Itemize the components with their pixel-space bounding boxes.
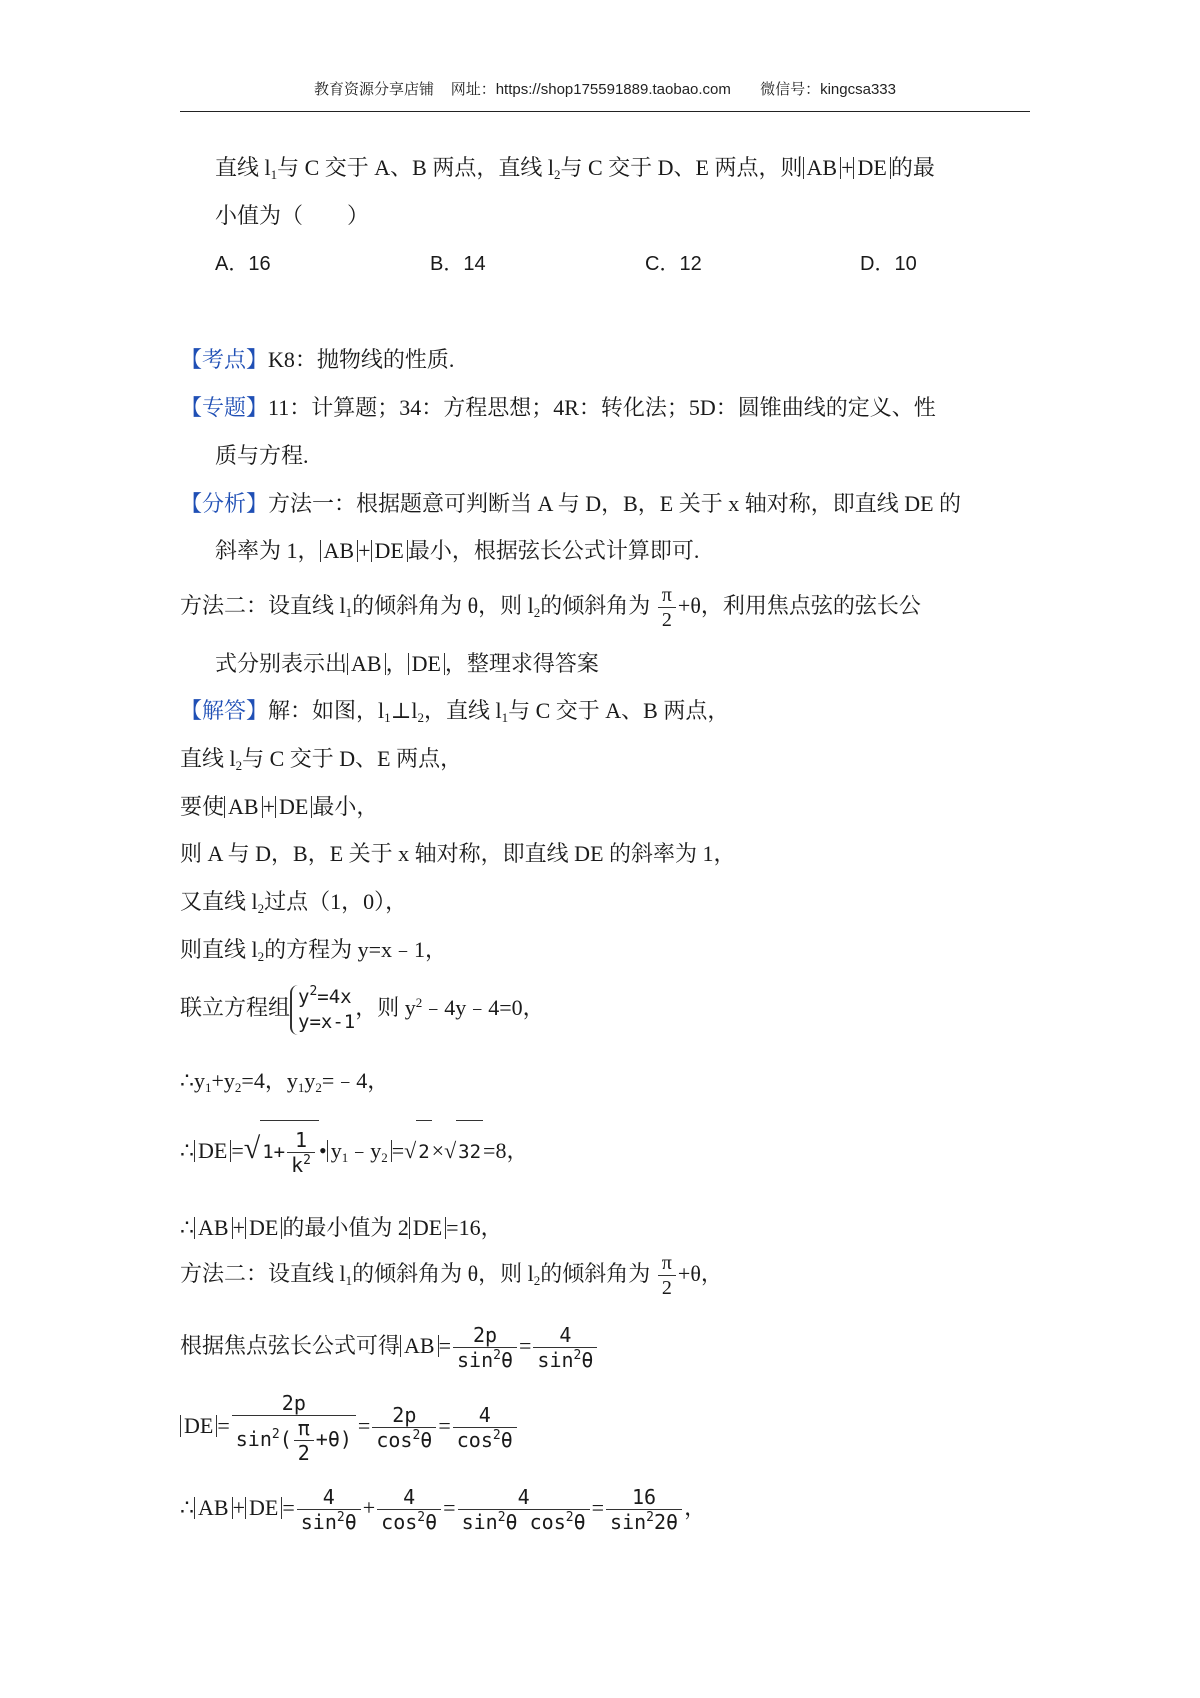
jieda-line-8: $\therefore y_1+y_2=4$，$y_1y_2=﹣4$， — [180, 1068, 390, 1095]
question-line-1: 直线 $l_1$与 C 交于 A、B 两点，直线 $l_2$与 C 交于 D、E 两点，则 AB + DE 的最 — [215, 155, 935, 182]
kaodian-tag: 【考点】 — [180, 347, 269, 372]
jieda-line-2: 直线 $l_2$与 C 交于 D、E 两点， — [180, 746, 463, 773]
jieda-line-5: 又直线 $l_2$过点（1，0）， — [180, 889, 408, 916]
zhuanti-line-1: 【专题】11：计算题；34：方程思想；4R：转化法；5D：圆锥曲线的定义、性 — [180, 395, 936, 420]
jieda-tag: 【解答】 — [180, 698, 269, 723]
jieda-line-12: 根据焦点弦长公式可得 AB = $\frac{2p}{\sin^2\theta}$ = $\frac{4}{\sin^2\theta}$ — [180, 1316, 599, 1376]
jieda-line-6: 则直线 $l_2$的方程为 y=x﹣1， — [180, 937, 448, 964]
header-rule — [180, 111, 1030, 112]
option-a: A．16 — [215, 253, 271, 275]
zhuanti-line-2: 质与方程. — [215, 443, 309, 468]
answer-options — [215, 250, 1075, 278]
jieda-line-3: 要使 AB + DE 最小， — [180, 794, 379, 819]
fenxi-line-1: 【分析】方法一：根据题意可判断当 A 与 D，B，E 关于 x 轴对称，即直线 DE 的 — [180, 491, 962, 516]
jieda-line-4: 则 A 与 D，B，E 关于 x 轴对称，即直线 DE 的斜率为 1， — [180, 841, 736, 866]
jieda-line-11: 方法二：设直线 $l_1$的倾斜角为 θ，则 $l_2$的倾斜角为 $\frac{\pi}{2}$ +θ， — [180, 1252, 723, 1300]
option-b: B．14 — [430, 253, 486, 275]
jieda-line-10: ∴ AB + DE 的最小值为 2 DE =16， — [180, 1215, 503, 1240]
jieda-line-13: DE = 2p $\sin^2$( $\frac{\pi}{2}$ +θ) = $\frac{2p}{\cos^2\theta}$ = $\frac{4}{\cos^2\theta}$ — [180, 1390, 519, 1465]
question-line-2: 小值为（ ） — [215, 203, 370, 228]
page-header — [180, 78, 1030, 99]
jieda-line-1: 【解答】解：如图，$l_1\perp l_2$，直线 $l_1$与 C 交于 A、B 两点， — [180, 698, 730, 725]
kaodian-line: 【考点】K8：抛物线的性质. — [180, 347, 455, 372]
equation-system: $y^2=4x$ y=x-1 — [290, 985, 355, 1035]
wechat-label: 微信号： — [760, 81, 821, 98]
zhuanti-tag: 【专题】 — [180, 395, 269, 420]
fenxi-line-2: 斜率为 1， AB + DE 最小，根据弦长公式计算即可. — [215, 538, 700, 563]
fenxi-tag: 【分析】 — [180, 491, 269, 516]
shop-name: 教育资源分享店铺 — [314, 81, 435, 98]
jieda-line-7: 联立方程组 $y^2=4x$ y=x-1 ，则 $y^2﹣4y﹣4=0$， — [180, 983, 545, 1033]
fenxi-method-2: 方法二：设直线 $l_1$的倾斜角为 θ，则 $l_2$的倾斜角为 $\frac{\pi}{2}$ +θ，利用焦点弦的弦长公 — [180, 584, 921, 632]
jieda-line-14: ∴ AB + DE = $\frac{4}{\sin^2\theta}$ + $\frac{4}{\cos^2\theta}$ = $\frac{4}{\sin^2\theta \cos^2\theta}$ = $\frac{16}{\sin^22\theta}$ ， — [180, 1485, 707, 1535]
option-d: D．10 — [860, 253, 917, 275]
fenxi-method-2-line-2: 式分别表示出 AB ， DE ，整理求得答案 — [215, 651, 599, 676]
option-c: C．12 — [645, 253, 702, 275]
jieda-line-9: ∴ DE =√ 1+ $\frac{1}{k^2}$ • $y_1﹣y_2$ =√ 2×√ 32=8， — [180, 1118, 528, 1183]
wechat-id: kingcsa333 — [820, 81, 896, 98]
site-label: 网址： — [450, 81, 496, 98]
site-url[interactable]: https://shop175591889.taobao.com — [495, 81, 731, 98]
